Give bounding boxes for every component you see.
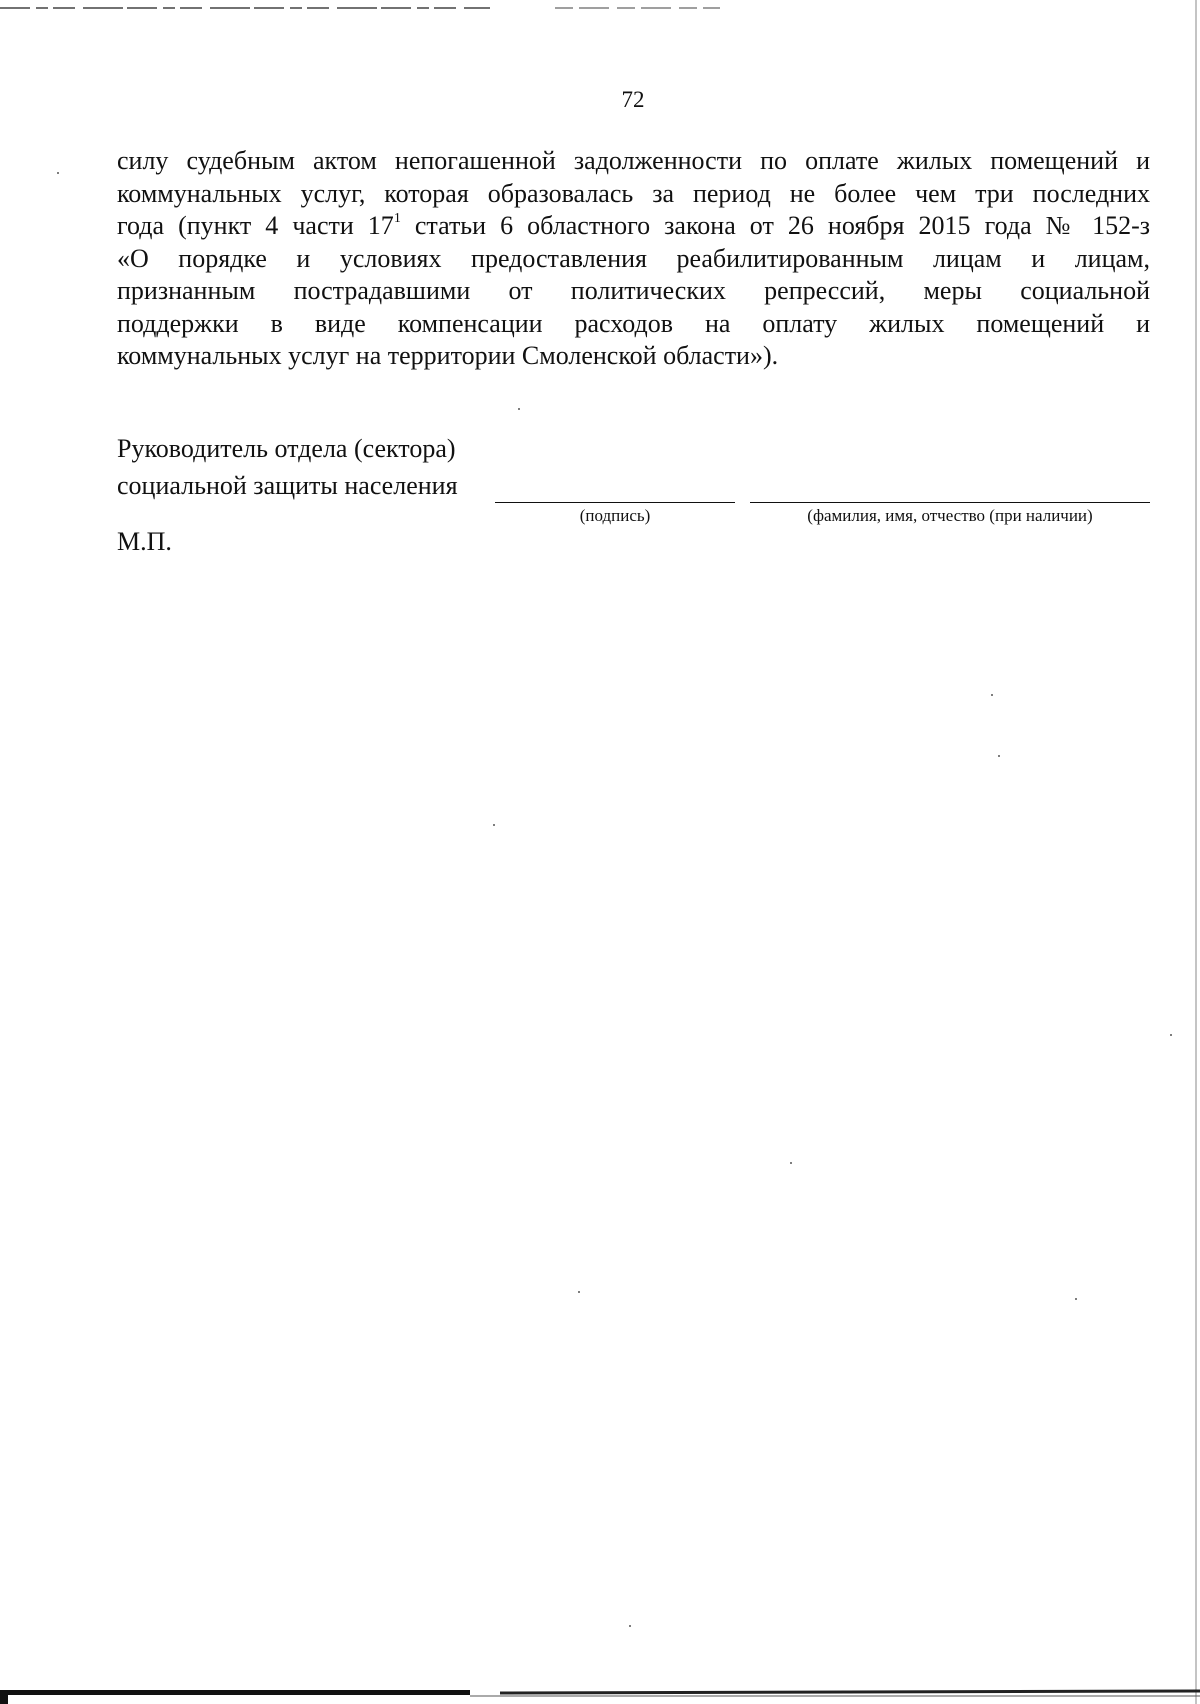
scan-speck (1170, 1034, 1172, 1036)
page-number: 72 (621, 87, 645, 112)
scan-speck (578, 1291, 580, 1293)
scan-edge-right (1192, 0, 1200, 1704)
body-line (117, 210, 1150, 243)
signatory-title-line-2: социальной защиты населения (117, 471, 458, 500)
superscript-index: 1 (393, 211, 401, 226)
scan-edge-bottom (0, 1682, 1200, 1704)
body-line: коммунальных услуг на территории Смоленской области»). (117, 341, 779, 370)
scan-speck (991, 694, 993, 696)
body-line: поддержки в виде компенсации расходов на оплату жилых помещений и (117, 308, 1150, 338)
fullname-caption: (фамилия, имя, отчество (при наличии) (807, 506, 1093, 525)
scan-speck (57, 172, 59, 174)
scan-speck (790, 1162, 792, 1164)
body-line: коммунальных услуг, которая образовалась за период не более чем три последних (117, 178, 1150, 208)
body-line: «О порядке и условиях предоставления реабилитированным лицам и лицам, (117, 243, 1150, 273)
body-line-part: статьи 6 областного закона от 26 ноября 2015 года № 152-з (400, 211, 1150, 240)
stamp-place-label: М.П. (117, 527, 172, 556)
signature-line (495, 502, 735, 503)
scan-speck (629, 1625, 631, 1627)
scan-speck (1075, 1298, 1077, 1300)
scan-speck (493, 824, 495, 826)
body-line-part: года (пункт 4 части 17 (117, 211, 394, 240)
scan-edge-top (0, 6, 1200, 10)
signature-caption: (подпись) (579, 506, 651, 525)
scan-speck (998, 755, 1000, 757)
fullname-line (750, 502, 1150, 503)
body-line: силу судебным актом непогашенной задолженности по оплате жилых помещений и (117, 146, 1150, 175)
body-paragraph (117, 145, 1150, 373)
scan-speck (518, 408, 520, 410)
signatory-title-line-1: Руководитель отдела (сектора) (117, 434, 456, 463)
body-line: признанным пострадавшими от политических репрессий, меры социальной (117, 276, 1150, 305)
